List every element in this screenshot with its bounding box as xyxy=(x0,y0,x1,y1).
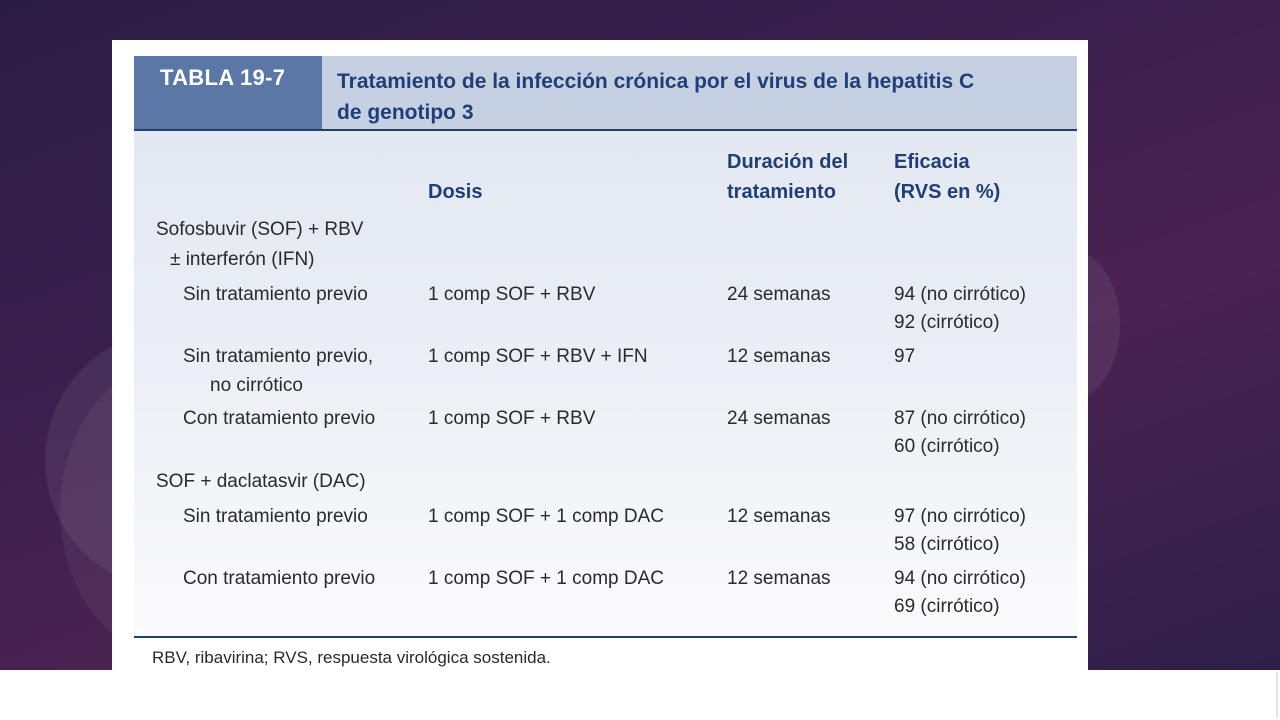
footer-divider xyxy=(134,636,1077,638)
table-number: TABLA 19-7 xyxy=(134,56,322,130)
dose-cell: 1 comp SOF + RBV xyxy=(428,284,596,305)
efficacy-cell: 97 xyxy=(894,346,916,367)
dose-cell: 1 comp SOF + 1 comp DAC xyxy=(428,506,664,527)
duration-cell: 12 semanas xyxy=(727,346,831,367)
duration-cell: 12 semanas xyxy=(727,506,831,527)
row-label: Con tratamiento previo xyxy=(183,408,376,429)
table-title-line: de genotipo 3 xyxy=(337,101,474,124)
column-header-duracion: Duración del xyxy=(727,151,849,173)
table-footnote: RBV, ribavirina; RVS, respuesta virológica sostenida. xyxy=(152,648,551,667)
dose-cell: 1 comp SOF + RBV + IFN xyxy=(428,346,648,367)
efficacy-cell: 94 (no cirrótico) xyxy=(894,284,1026,305)
group-label: ± interferón (IFN) xyxy=(170,249,315,270)
table-title-line: Tratamiento de la infección crónica por el virus de la hepatitis C xyxy=(337,70,975,93)
group-label: Sofosbuvir (SOF) + RBV xyxy=(156,219,364,240)
efficacy-cell: 97 (no cirrótico) xyxy=(894,506,1026,527)
dose-cell: 1 comp SOF + RBV xyxy=(428,408,596,429)
group-label: SOF + daclatasvir (DAC) xyxy=(156,471,366,492)
column-header-dosis: Dosis xyxy=(428,181,483,203)
dose-cell: 1 comp SOF + 1 comp DAC xyxy=(428,568,664,589)
table-document xyxy=(112,40,1088,670)
column-header-duracion: tratamiento xyxy=(727,181,836,203)
efficacy-cell: 60 (cirrótico) xyxy=(894,436,1000,457)
table-title xyxy=(322,56,1077,130)
efficacy-cell: 87 (no cirrótico) xyxy=(894,408,1026,429)
column-header-eficacia: (RVS en %) xyxy=(894,181,1001,203)
row-label: Sin tratamiento previo, xyxy=(183,346,374,367)
efficacy-cell: 92 (cirrótico) xyxy=(894,312,1000,333)
strip-divider xyxy=(1276,672,1278,718)
table-header xyxy=(134,56,1077,130)
row-label: no cirrótico xyxy=(210,375,303,396)
efficacy-cell: 69 (cirrótico) xyxy=(894,596,1000,617)
row-label: Con tratamiento previo xyxy=(183,568,376,589)
duration-cell: 24 semanas xyxy=(727,284,831,305)
efficacy-cell: 58 (cirrótico) xyxy=(894,534,1000,555)
duration-cell: 12 semanas xyxy=(727,568,831,589)
row-label: Sin tratamiento previo xyxy=(183,506,368,527)
column-header-eficacia: Eficacia xyxy=(894,151,970,173)
bottom-strip xyxy=(0,670,1280,720)
efficacy-cell: 94 (no cirrótico) xyxy=(894,568,1026,589)
row-label: Sin tratamiento previo xyxy=(183,284,368,305)
duration-cell: 24 semanas xyxy=(727,408,831,429)
